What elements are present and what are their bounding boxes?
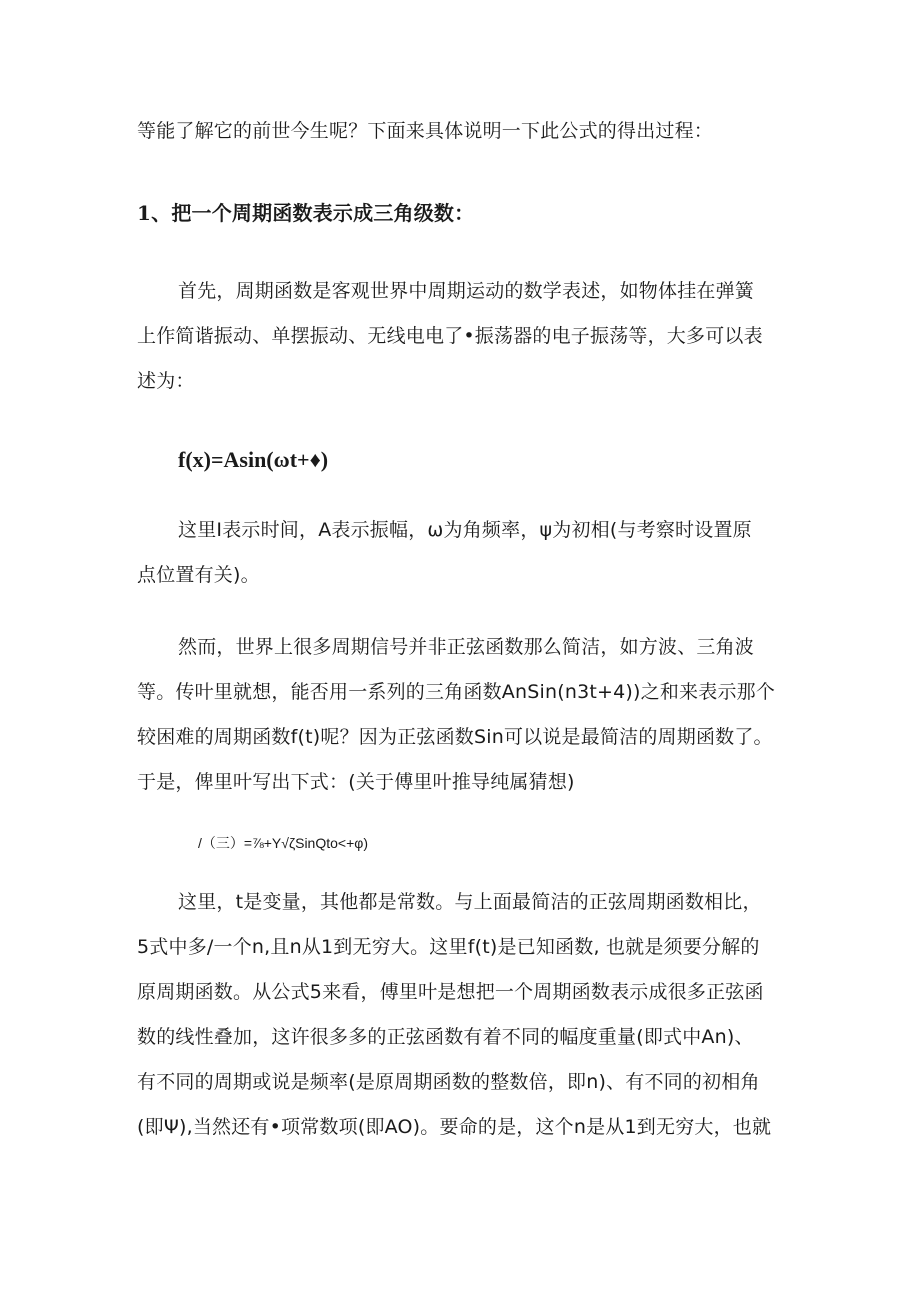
para1-line-3: 述为： xyxy=(137,370,195,392)
para2-line-2: 点位置有关)。 xyxy=(137,564,260,586)
para4-line-4: 数的线性叠加，这许很多多的正弦函数有着不同的幅度重量(即式中An)、 xyxy=(137,1026,754,1048)
section-heading: 1、把一个周期函数表示成三角级数： xyxy=(137,201,475,225)
para4-line-5: 有不同的周期或说是频率(是原周期函数的整数倍，即n)、有不同的初相角 xyxy=(137,1071,760,1093)
formula-main: f(x)=Asin(ωt+♦) xyxy=(178,447,329,472)
para3-line-3: 较困难的周期函数f(t)呢？因为正弦函数Sin可以说是最简洁的周期函数了。 xyxy=(137,726,773,748)
para3-line-2: 等。传叶里就想，能否用一系列的三角函数AnSin(n3t+4))之和来表示那个 xyxy=(137,681,776,703)
para1-line-2: 上作简谐振动、单摆振动、无线电电了•振荡器的电子振荡等，大多可以表 xyxy=(137,325,763,347)
para4-line-1: 这里，t是变量，其他都是常数。与上面最简洁的正弦周期函数相比， xyxy=(178,891,762,913)
para2-line-1: 这里I表示时间，A表示振幅，ω为角频率，ψ为初相(与考察时设置原 xyxy=(178,519,752,541)
para3-line-4: 于是，俾里叶写出下式：(关于傅里叶推导纯属猜想) xyxy=(137,771,575,793)
para4-line-2: 5式中多/一个n,且n从1到无穷大。这里f(t)是已知函数, 也就是须要分解的 xyxy=(137,936,760,958)
para4-line-6: (即Ψ),当然还有•项常数项(即AO)。要命的是，这个n是从1到无穷大，也就 xyxy=(137,1116,772,1138)
para3-line-1: 然而，世界上很多周期信号并非正弦函数那么简洁，如方波、三角波 xyxy=(178,636,755,658)
para4-line-3: 原周期函数。从公式5来看，傅里叶是想把一个周期函数表示成很多正弦函 xyxy=(137,981,764,1003)
para1-line-1: 首先，周期函数是客观世界中周期运动的数学表述，如物体挂在弹簧 xyxy=(178,280,755,302)
intro-line: 等能了解它的前世今生呢？下面来具体说明一下此公式的得出过程： xyxy=(137,120,714,142)
formula-series: /（三）=⅞+Y√ζSinQto<+φ) xyxy=(198,835,369,851)
